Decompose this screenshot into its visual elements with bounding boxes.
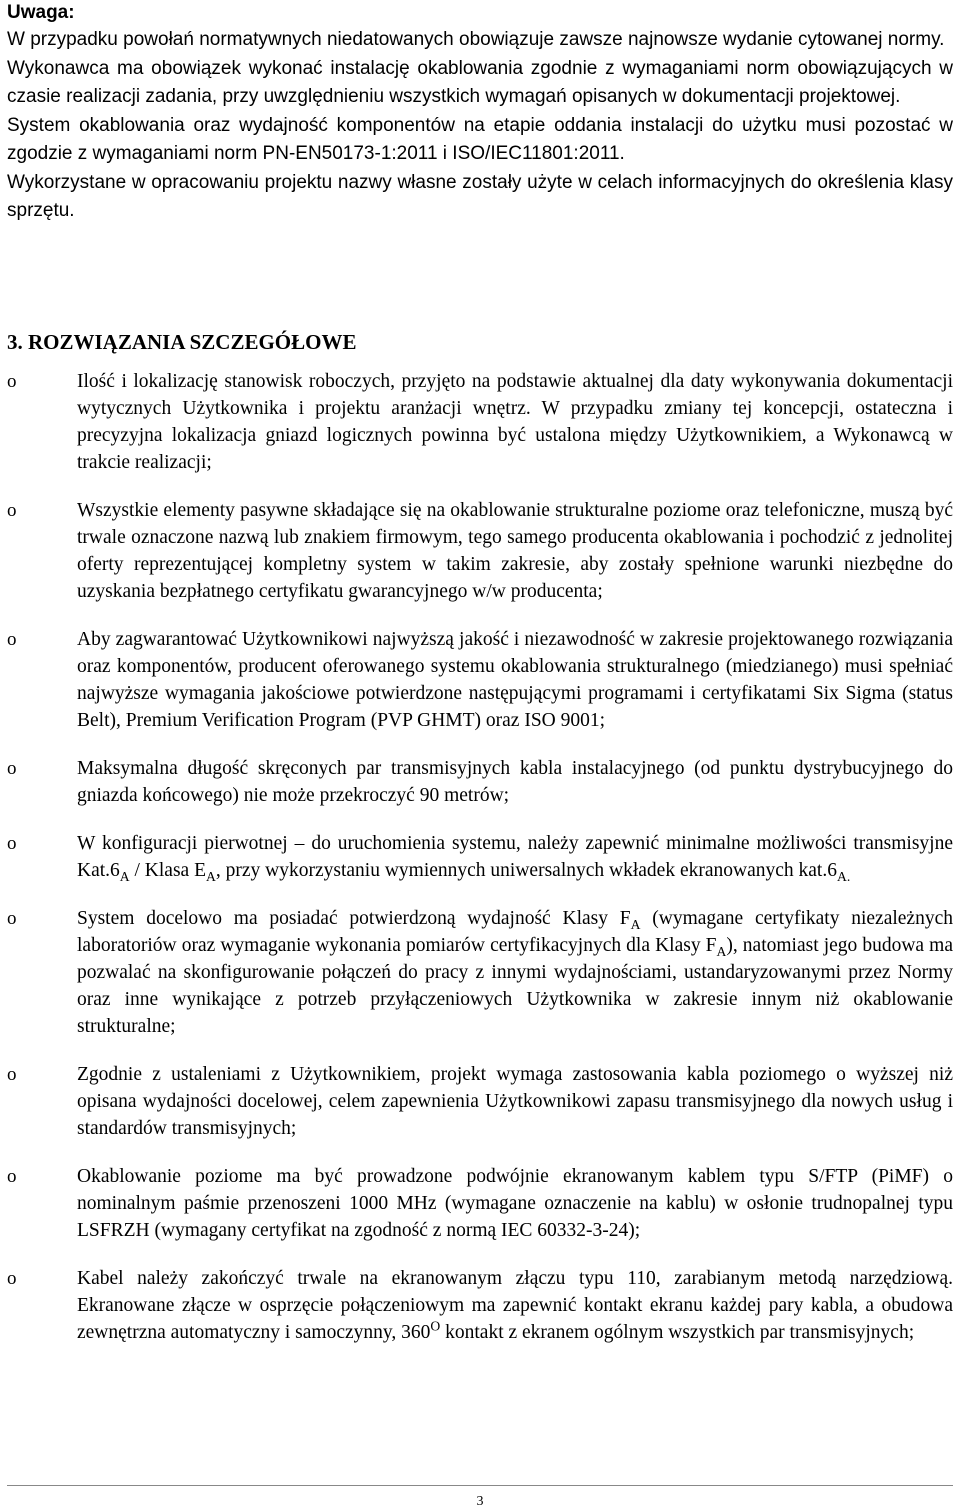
requirements-list [7,368,953,1367]
note-paragraph: Wykorzystane w opracowaniu projektu nazwy własne zostały użyte w celach informacyjnych do określenia klasy sprzętu. [7,171,953,221]
list-item-text [77,905,953,1040]
list-item [7,1265,953,1346]
subscript: A [206,868,216,884]
bullet-marker: o [7,1166,17,1187]
subscript: A [630,916,641,932]
text-run: Kabel należy zakończyć trwale na ekranowanym złączu typu 110, zarabianym metodą narzędziową. Ekranowane złącze w osprzęcie połączeniowym ma zapewnić kontakt ekranu każdej pary kabla, a obudowa zewnętrzna automatyczny i samoczynny, 360 [77,1268,953,1343]
list-item [7,830,953,884]
text-run: , przy wykorzystaniu wymiennych uniwersalnych wkładek ekranowanych kat.6 [215,860,837,881]
bullet-marker: o [7,758,17,779]
bullet-marker: o [7,908,17,929]
list-item [7,1163,953,1244]
list-item [7,905,953,1040]
note-paragraph: System okablowania oraz wydajność komponentów na etapie oddania instalacji do użytku musi pozostać w zgodzie z wymaganiami norm PN-EN50173-1:2011 i ISO/IEC11801:2011. [7,114,953,164]
note-title: Uwaga: [7,2,75,23]
list-item-text: Zgodnie z ustaleniami z Użytkownikiem, projekt wymaga zastosowania kabla poziomego o wyższej niż opisana wydajności docelowej, celem zapewnienia Użytkownikowi zapasu transmisyjnego dla nowych usług i standardów transmisyjnych; [77,1064,953,1139]
note-block [7,0,953,226]
list-item-text: Okablowanie poziome ma być prowadzone podwójnie ekranowanym kablem typu S/FTP (PiMF) o nominalnym paśmie przenoszeni 1000 MHz (wymagane oznaczenie na kablu) w osłonie trudnopalnej typu LSFRZH (wymagany certyfikat na zgodność z normą IEC 60332-3-24); [77,1166,953,1241]
page-number: 3 [476,1494,484,1509]
text-run: kontakt z ekranem ogólnym wszystkich par transmisyjnych; [440,1322,915,1343]
list-item [7,1061,953,1142]
section-heading: 3. ROZWIĄZANIA SZCZEGÓŁOWE [7,330,357,354]
text-run: System docelowo ma posiadać potwierdzoną wydajność Klasy F [77,908,631,929]
list-item-text [77,830,953,884]
text-run: ), natomiast jego budowa ma pozwalać na skonfigurowanie połączeń do pracy z innymi wydajnościami, ustandaryzowanymi przez Normy oraz inne wynikające z potrzeb przyłączeniowych Użytkownika w zakresie innym niż okablowanie strukturalne; [77,935,953,1037]
note-paragraph: Wykonawca ma obowiązek wykonać instalację okablowania zgodnie z wymaganiami norm obowiązujących w czasie realizacji zadania, przy uwzględnieniu wszystkich wymagań opisanych w dokumentacji projektowej. [7,57,953,107]
bullet-marker: o [7,500,17,521]
superscript: O [430,1318,441,1334]
subscript: A. [836,868,851,884]
text-run: W konfiguracji pierwotnej – do uruchomienia systemu, należy zapewnić minimalne możliwości transmisyjne Kat.6 [77,833,953,881]
footer-divider [7,1485,953,1486]
note-paragraph: W przypadku powołań normatywnych niedatowanych obowiązuje zawsze najnowsze wydanie cytowanej normy. [7,29,945,50]
bullet-marker: o [7,629,17,650]
bullet-marker: o [7,833,17,854]
list-item [7,368,953,476]
text-run: / Klasa E [129,860,206,881]
list-item-text [77,1265,953,1346]
list-item [7,497,953,605]
subscript: A [119,868,130,884]
text-run: (wymagane certyfikaty niezależnych laboratoriów oraz wymaganie wykonania pomiarów certyfikacyjnych dla Klasy F [77,908,953,956]
bullet-marker: o [7,371,17,392]
list-item-text: Maksymalna długość skręconych par transmisyjnych kabla instalacyjnego (od punktu dystrybucyjnego do gniazda końcowego) nie może przekroczyć 90 metrów; [77,758,953,806]
page-footer [0,1485,960,1509]
list-item-text: Wszystkie elementy pasywne składające się na okablowanie strukturalne poziome oraz telefoniczne, muszą być trwale oznaczone nazwą lub znakiem firmowym, tego samego producenta okablowania i pochodzić z jednolitej oferty reprezentującej kompletny system w takim zakresie, aby zostały spełnione warunki niezbędne do uzyskania bezpłatnego certyfikatu gwarancyjnego w/w producenta; [77,500,953,602]
list-item [7,755,953,809]
bullet-marker: o [7,1064,17,1085]
list-item-text: Aby zagwarantować Użytkownikowi najwyższą jakość i niezawodność w zakresie projektowanego rozwiązania oraz komponentów, producent oferowanego systemu okablowania strukturalnego (miedzianego) musi spełniać najwyższe wymagania jakościowe potwierdzone następującymi programami i certyfikatami Six Sigma (status Belt), Premium Verification Program (PVP GHMT) oraz ISO 9001; [77,629,953,731]
document-page [7,0,953,1343]
list-item [7,626,953,734]
list-item-text: Ilość i lokalizację stanowisk roboczych, przyjęto na podstawie aktualnej dla daty wykonywania dokumentacji wytycznych Użytkownika i projektu aranżacji wnętrz. W przypadku zmiany tej koncepcji, ostateczna i precyzyjna lokalizacja gniazd logicznych powinna być ustalona między Użytkownikiem, a Wykonawcą w trakcie realizacji; [77,371,953,473]
bullet-marker: o [7,1268,17,1289]
subscript: A [716,943,727,959]
